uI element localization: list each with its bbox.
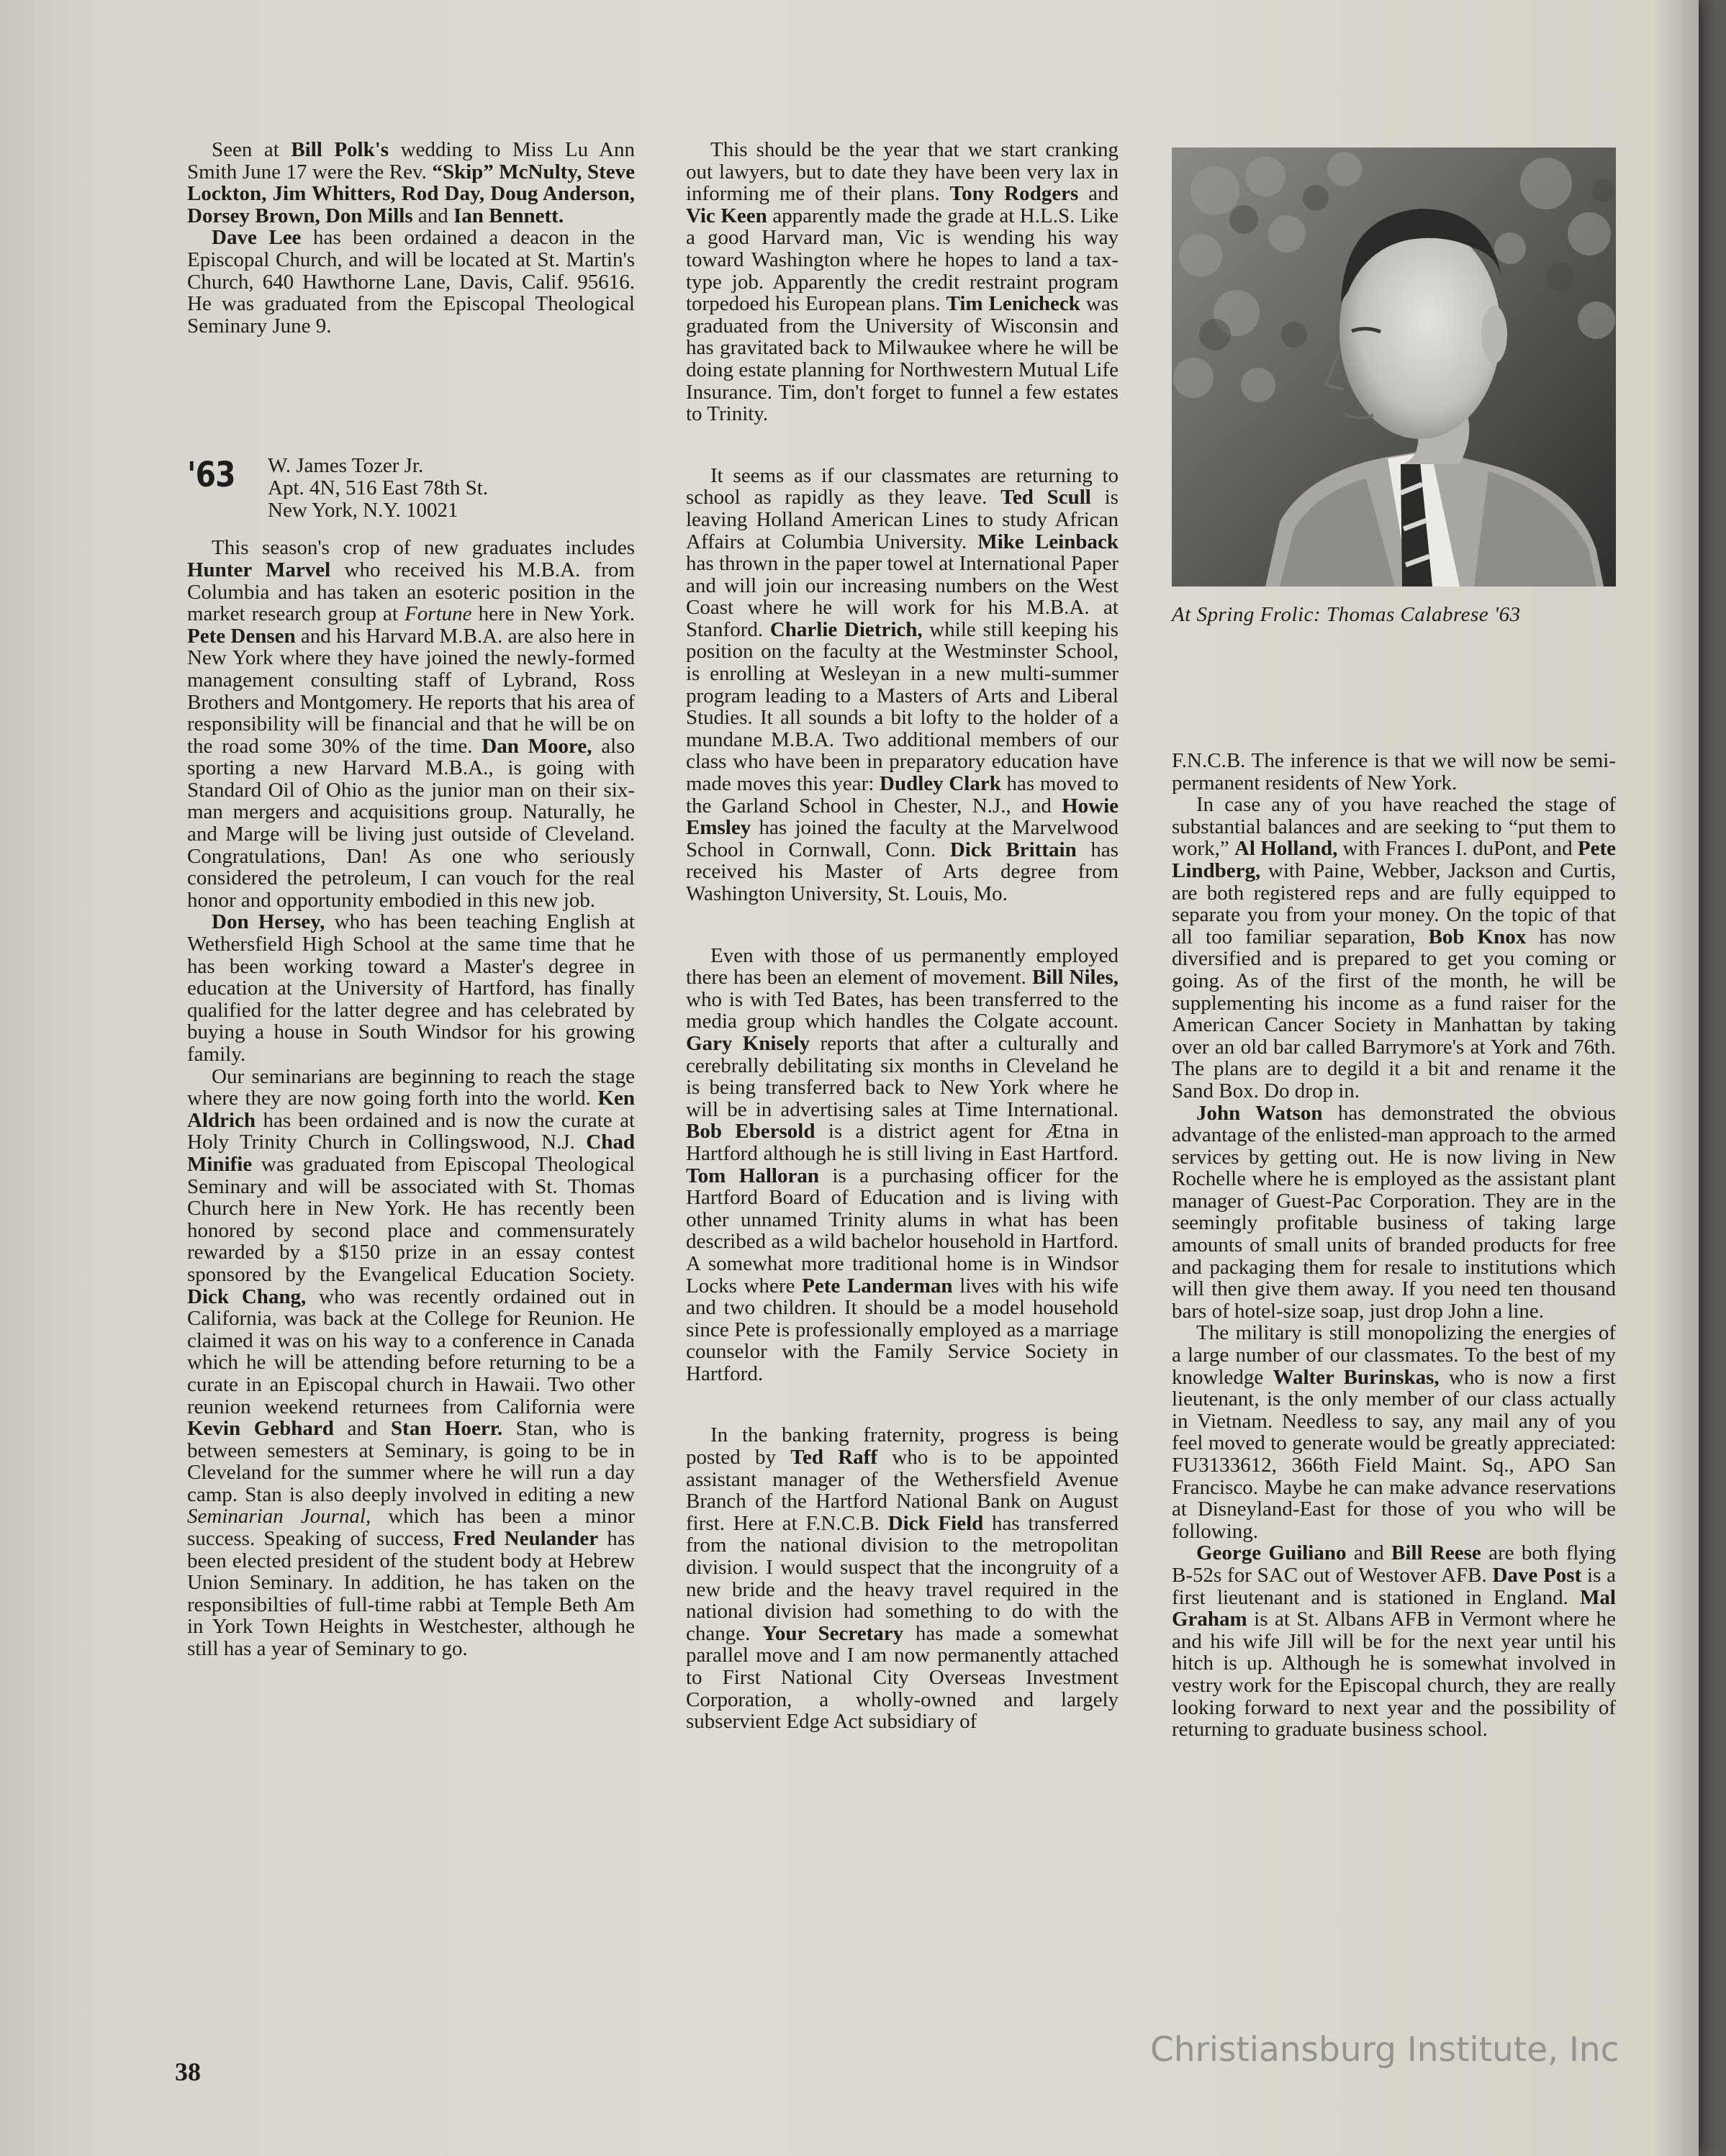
column-two-section <box>686 139 1119 425</box>
name-highlight: Don Hersey, <box>212 910 325 934</box>
name-highlight: Al Holland, <box>1234 837 1338 861</box>
text-run: was graduated from the University of Wisconsin and has gravitated back to Milwaukee where he will be doing estate planning for Northwestern Mutual Life Insurance. Tim, don't forget to funnel a few estates to Trinity. <box>686 292 1119 426</box>
name-highlight: Walter Burinskas, <box>1273 1365 1440 1389</box>
text-run: with Frances I. duPont, and <box>1337 837 1578 861</box>
text-run: who is to be appointed assistant manager of the Wethersfield Avenue Branch of the Hartford National Bank on August first. Here at F.N.C.B. <box>686 1446 1119 1535</box>
italic-title: Fortune <box>405 602 472 626</box>
name-highlight: Mal Graham <box>1172 1585 1616 1631</box>
name-highlight: George Guiliano <box>1196 1541 1347 1565</box>
text-run: has received his Master of Arts degree from Washington University, St. Louis, Mo. <box>686 838 1119 905</box>
column-one-paragraph <box>187 537 635 911</box>
class-heading <box>187 453 635 521</box>
name-highlight: Tim Lenicheck <box>946 292 1080 316</box>
name-highlight: Chad Minifie <box>187 1131 635 1176</box>
name-highlight: Stan Hoerr. <box>390 1417 503 1441</box>
name-highlight: Bob Knox <box>1428 925 1527 948</box>
secretary-name: W. James Tozer Jr. <box>268 454 424 478</box>
column-one <box>187 139 635 1660</box>
text-run: while still keeping his position on the faculty at the Westminster School, is enrolling at Wesleyan in a new multi-summer program leading to a Masters of Arts and Liberal Studies. It all sounds a bit lofty to the holder of a mundane M.B.A. Two additional members of our class who have been in preparatory education have made moves this year: <box>686 617 1119 796</box>
page-number: 38 <box>175 2057 201 2086</box>
name-highlight: Pete Densen <box>187 624 296 648</box>
name-highlight: Bob Ebersold <box>686 1120 815 1143</box>
column-one-notes <box>187 537 635 1659</box>
text-run: Our seminarians are beginning to reach the stage where they are now going forth into the world. <box>187 1064 635 1110</box>
column-two-paragraph <box>686 1424 1119 1732</box>
name-highlight: Pete Lindberg, <box>1172 837 1617 882</box>
text-run: F.N.C.B. The inference is that we will now be semi-permanent residents of New York. <box>1172 749 1616 794</box>
name-highlight: Ken Aldrich <box>187 1087 635 1132</box>
text-run: has transferred from the national division to the metropolitan division. I would suspect that the incongruity of a new bride and the heavy travel required in the national division had something to do with the change. <box>686 1511 1119 1645</box>
column-one-intro <box>187 139 635 337</box>
column-three <box>1172 750 1616 1741</box>
name-highlight: Gary Knisely <box>686 1031 810 1055</box>
italic-title: Seminarian Journal, <box>187 1505 371 1528</box>
text-run: In case any of you have reached the stage of substantial balances and are seeking to “put them to work,” <box>1172 793 1616 861</box>
name-highlight: Tom Halloran <box>686 1164 819 1187</box>
text-run: apparently made the grade at H.L.S. Like a good Harvard man, Vic is wending his way toward Washington where he hopes to land a tax-type job. Apparently the credit restraint program torpedoed his European plans. <box>686 204 1119 316</box>
name-highlight: Tony Rodgers <box>949 182 1079 206</box>
name-highlight: Howie Emsley <box>686 794 1119 840</box>
portrait-image <box>1172 148 1616 586</box>
name-highlight: John Watson <box>1196 1101 1323 1125</box>
text-run: is at St. Albans AFB in Vermont where he and his wife Jill will be for the next year until his hitch is up. Although he is somewhat involved in vestry work for the Episcopal church, they are really looking forward to next year and the possibility of returning to graduate business school. <box>1172 1608 1616 1741</box>
name-highlight: Dudley Clark <box>880 772 1001 796</box>
name-highlight: Ian Bennett. <box>453 204 564 227</box>
text-run: has demonstrated the obvious advantage of the enlisted-man approach to the armed services by getting out. He is now living in New Rochelle where he is employed as the assistant plant manager of Guest-Pac Corporation. They are in the seemingly profitable business of taking large amounts of small units of branded products for free and packaging them for resale to institutions which will then give them away. If you need ten thousand bars of hotel-size soap, just drop John a line. <box>1172 1101 1616 1323</box>
name-highlight: Hunter Marvel <box>187 558 331 581</box>
text-run: lives with his wife and two children. It should be a model household since Pete is professionally employed as a marriage counselor with the Family Service Society in Hartford. <box>686 1274 1119 1385</box>
text-run: is a first lieutenant and is stationed in England. <box>1172 1563 1616 1609</box>
name-highlight: Bill Reese <box>1391 1541 1481 1565</box>
text-run: and his Harvard M.B.A. are also here in New York where they have joined the newly-formed management consulting staff of Lybrand, Ross Brothers and Montgomery. He reports that his area of responsibility will be financial and that he will be on the road some 30% of the time. <box>187 624 636 758</box>
column-three-paragraph <box>1172 794 1616 1102</box>
column-two-section <box>686 945 1119 1385</box>
text-run: has been ordained and is now the curate at Holy Trinity Church in Collingswood, N.J. <box>187 1108 635 1154</box>
column-two-paragraph <box>686 139 1119 425</box>
text-run: In the banking fraternity, progress is being posted by <box>686 1423 1119 1469</box>
text-run: is a district agent for Ætna in Hartford although he is still living in East Hartford. <box>686 1120 1119 1165</box>
column-one-paragraph <box>187 1066 635 1660</box>
text-run: The military is still monopolizing the energies of a large number of our classmates. To the best of my knowledge <box>1172 1321 1616 1389</box>
text-run: has now diversified and is prepared to get you coming or going. As of the first of the month, he will be supplementing his income as a fund raiser for the American Cancer Society in Manhattan by taking over an old bar called Barrymore's at York and 76th. The plans are to degild it a bit and rename it the Sand Box. Do drop in. <box>1172 925 1616 1102</box>
name-highlight: Fred Neulander <box>453 1527 599 1551</box>
name-highlight: Your Secretary <box>762 1621 904 1645</box>
text-run: This should be the year that we start cranking out lawyers, but to date they have been very lax in informing me of their plans. <box>686 138 1119 206</box>
column-two <box>686 139 1119 1733</box>
photo-caption: At Spring Frolic: Thomas Calabrese '63 <box>1172 603 1521 626</box>
text-run: who is now a first lieutenant, is the only member of our class actually in Vietnam. Needless to say, any mail any of you feel moved to generate would be greatly appreciated: FU3133612, 366th Field Maint. Sq., APO San Francisco. Maybe he can make advance reservations at Disneyland-East for those of you who will be following. <box>1172 1365 1616 1543</box>
text-run: Even with those of us permanently employed there has been an element of movement. <box>686 943 1119 989</box>
column-two-section <box>686 465 1119 905</box>
column-one-paragraph <box>187 139 635 227</box>
text-run: who received his M.B.A. from Columbia and has taken an esoteric position in the market research group at <box>187 558 635 626</box>
watermark-text: Christiansburg Institute, Inc <box>1150 2030 1619 2070</box>
paragraph-gap <box>686 905 1119 945</box>
text-run: with Paine, Webber, Jackson and Curtis, are both registered reps and are fully equipped to separate you from your money. On the topic of that all too familiar separation, <box>1172 859 1616 948</box>
text-run: and <box>412 204 454 227</box>
name-highlight: Dan Moore, <box>482 734 592 758</box>
text-run: has made a somewhat parallel move and I am now permanently attached to First National City Overseas Investment Corporation, a wholly-owned and largely subservient Edge Act subsidiary of <box>686 1621 1119 1734</box>
text-run: Seen at <box>212 138 292 161</box>
secretary-city: New York, N.Y. 10021 <box>268 498 458 522</box>
name-highlight: “Skip” McNulty, Steve Lockton, Jim Whitters, Rod Day, Doug Anderson, Dorsey Brown, Don Mills <box>187 160 636 227</box>
text-run: wedding to Miss Lu Ann Smith June 17 were the Rev. <box>187 138 635 184</box>
text-run: who has been teaching English at Wethersfield High School at the same time that he has been working toward a Master's degree in education at the University of Hartford, has finally qualified for the latter degree and has celebrated by buying a house in South Windsor for his growing family. <box>187 910 635 1066</box>
text-run: Stan, who is between semesters at Seminary, is going to be in Cleveland for the summer where he will run a day camp. Stan is also deeply involved in editing a new <box>187 1417 635 1506</box>
text-run: who was recently ordained out in California, was back at the College for Reunion. He claimed it was on his way to a conference in Canada which he will be attending before returning to be a curate in an Episcopal church in Hawaii. Two other reunion weekend returnees from California were <box>187 1285 635 1418</box>
name-highlight: Dave Post <box>1492 1563 1582 1587</box>
name-highlight: Ted Scull <box>1000 486 1091 509</box>
text-run: has moved to the Garland School in Chester, N.J., and <box>686 772 1119 817</box>
name-highlight: Dick Brittain <box>949 838 1077 861</box>
text-run: It seems as if our classmates are returning to school as rapidly as they leave. <box>686 463 1119 509</box>
text-run: and <box>1346 1541 1392 1565</box>
name-highlight: Dick Field <box>887 1511 984 1535</box>
portrait-photo <box>1172 148 1616 586</box>
class-year: '63 <box>187 455 235 496</box>
name-highlight: Charlie Dietrich, <box>769 617 923 641</box>
column-one-paragraph <box>187 227 635 337</box>
name-highlight: Bill Niles, <box>1031 966 1119 989</box>
paragraph-gap <box>686 1385 1119 1424</box>
text-run: This season's crop of new graduates includes <box>212 536 635 560</box>
text-run: which has been a minor success. Speaking of success, <box>187 1505 635 1551</box>
paragraph-gap <box>686 425 1119 465</box>
text-run: are both flying B-52s for SAC out of Westover AFB. <box>1172 1541 1616 1587</box>
column-three-paragraph <box>1172 1322 1616 1542</box>
text-run: was graduated from Episcopal Theological Seminary and will be associated with St. Thomas Church here in New York. He has recently been honored by second place and commensurately rewarded by a $150 prize in an essay contest sponsored by the Evangelical Education Society. <box>187 1152 635 1286</box>
text-run: reports that after a culturally and cerebrally debilitating six months in Cleveland he is being transferred back to New York where he will be in advertising sales at Time International. <box>686 1031 1119 1121</box>
name-highlight: Bill Polk's <box>291 138 389 161</box>
name-highlight: Pete Landerman <box>802 1274 953 1297</box>
class-secretary-address <box>268 455 488 521</box>
name-highlight: Ted Raff <box>790 1446 878 1469</box>
column-one-paragraph <box>187 911 635 1065</box>
text-run: has thrown in the paper towel at International Paper and will join our increasing numbers on the West Coast where he will work for his M.B.A. at Stanford. <box>686 552 1119 641</box>
column-two-section <box>686 1424 1119 1732</box>
column-three-paragraph <box>1172 1542 1616 1740</box>
name-highlight: Dave Lee <box>212 226 302 250</box>
text-run: and <box>333 1417 391 1441</box>
column-three-paragraph <box>1172 1102 1616 1323</box>
name-highlight: Vic Keen <box>686 204 767 227</box>
name-highlight: Mike Leinback <box>977 530 1119 553</box>
text-run: has been ordained a deacon in the Episcopal Church, and will be located at St. Martin's Church, 640 Hawthorne Lane, Davis, Calif. 95616. He was graduated from the Episcopal Theological Seminary June 9. <box>187 226 635 338</box>
text-run: is a purchasing officer for the Hartford Board of Education and is living with other unnamed Trinity alums in what has been described as a wild bachelor household in Hartford. A somewhat more traditional home is in Windsor Locks where <box>686 1164 1119 1297</box>
column-two-paragraph <box>686 465 1119 905</box>
text-run: and <box>1078 182 1119 206</box>
text-run: has joined the faculty at the Marvelwood School in Cornwall, Conn. <box>686 816 1119 861</box>
text-run: is leaving Holland American Lines to study African Affairs at Columbia University. <box>686 486 1119 553</box>
text-run: also sporting a new Harvard M.B.A., is going with Standard Oil of Ohio as the junior man on their six-man mergers and acquisitions group. Naturally, he and Marge will be living just outside of Cleveland. Congratulations, Dan! As one who seriously considered the petroleum, I can vouch for the real honor and opportunity embodied in this new job. <box>187 734 635 912</box>
text-run: who is with Ted Bates, has been transferred to the media group which handles the Colgate account. <box>686 987 1119 1033</box>
name-highlight: Dick Chang, <box>187 1285 307 1308</box>
name-highlight: Kevin Gebhard <box>187 1417 334 1441</box>
column-two-paragraph <box>686 945 1119 1385</box>
text-run: here in New York. <box>471 602 635 626</box>
text-run: has been elected president of the student body at Hebrew Union Seminary. In addition, he has taken on the responsibilties of full-time rabbi at Temple Beth Am in York Town Heights in Westchester, although he still has a year of Seminary to go. <box>187 1527 636 1661</box>
secretary-street: Apt. 4N, 516 East 78th St. <box>268 476 489 499</box>
column-three-paragraph <box>1172 750 1616 794</box>
